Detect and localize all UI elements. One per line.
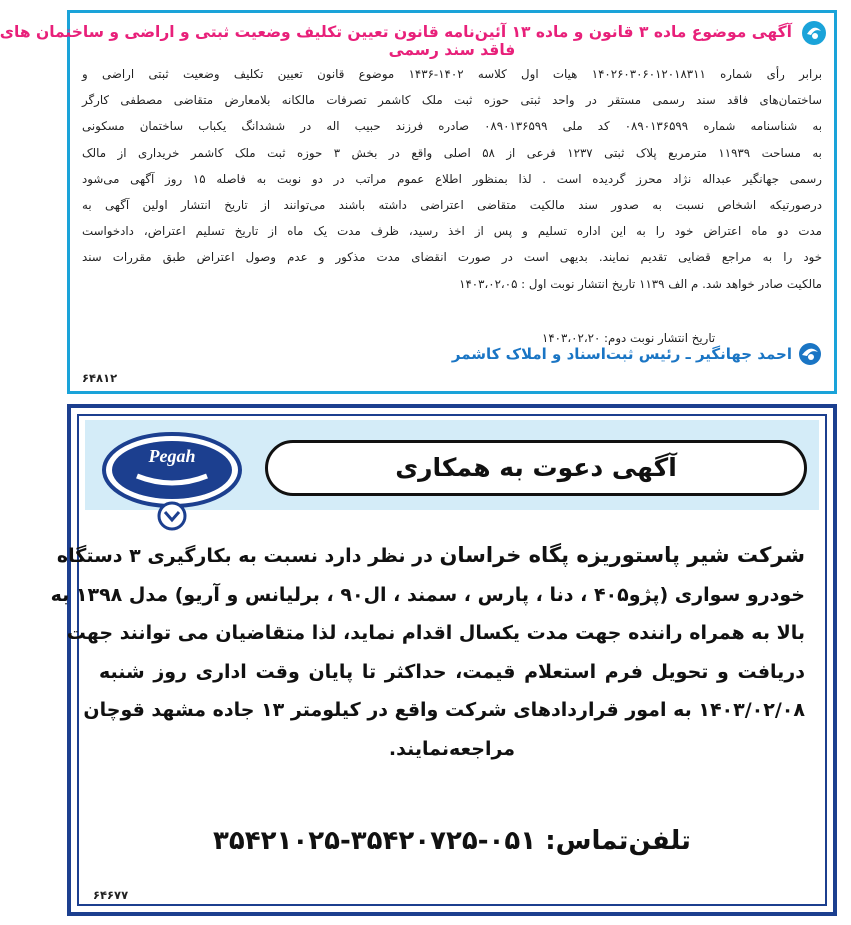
notice-body-line: دریافت و تحویل فرم استعلام قیمت، حداکثر تا پایان وقت اداری روز شنبه <box>99 660 805 683</box>
notice-code: ۶۴۶۷۷ <box>93 888 129 902</box>
notice-body-text: در نظر دارد نسبت به بکارگیری ۳ دستگاه <box>56 545 433 567</box>
pegah-logo-icon <box>97 428 247 532</box>
registry-emblem-icon <box>796 341 824 367</box>
registry-logo-icon <box>800 19 828 47</box>
notice-body-line: بالا به همراه راننده جهت مدت یکسال اقدام نماید، لذا متقاضیان می توانند جهت <box>66 622 805 644</box>
notice-body-line: خودرو سواری (پژو۴۰۵ ، دنا ، پارس ، سمند ، ال۹۰ ، برلیانس و آریو) مدل ۱۳۹۸ به <box>50 583 805 606</box>
logo-text: Pegah <box>148 446 196 466</box>
notice-body-line: به مساحت ۱۱۹۳۹ مترمربع پلاک ثبتی ۱۲۳۷ فرعی از ۵۸ اصلی واقع در بخش ۳ حوزه ثبت ملک کاشمر خریداری از مالک <box>82 145 822 160</box>
notice-body-line: مدت دو ماه اعتراض خود را به این اداره تسلیم و پس از اخذ رسید، ظرف مدت یک ماه از تاریخ تسلیم اعتراض، دادخواست <box>82 224 822 239</box>
notice-body <box>82 61 822 297</box>
notice-body-line: درصورتیکه اشخاص نسبت به صدور سند مالکیت متقاضی اعتراضی داشته باشند می‌توانند از تاریخ انتشار اولین آگهی به <box>82 198 822 213</box>
notice-body-line: برابر رأی شماره ۱۴۰۲۶۰۳۰۶۰۱۲۰۱۸۳۱۱ هیات اول کلاسه ۱۴۰۲-۱۴۳۶ موضوع قانون تعیین تکلیف وضعیت ثبتی اراضی و <box>82 67 823 81</box>
signature: احمد جهانگیر ـ رئیس ثبت‌اسناد و املاک کاشمر <box>451 345 792 363</box>
notice-body-line: خود را به مراجع قضایی تقدیم نمایند. بدیهی است در صورت انقضای مدت مذکور و عدم وصول اعتراض طبق مقررات سند <box>82 250 822 265</box>
banner-title: آگهی دعوت به همکاری <box>265 440 807 496</box>
notice-body-line: مالکیت صادر خواهد شد. م الف ۱۱۳۹ تاریخ انتشار نوبت اول : ۱۴۰۳،۰۲،۰۵ <box>459 276 822 291</box>
notice-body <box>50 536 805 768</box>
contact-phone: تلفن‌تماس: ۰۵۱-۳۵۴۲۰۷۲۵-۳۵۴۲۱۰۲۵ <box>213 826 691 856</box>
notice-body-line: مراجعه‌نمایند. <box>388 737 516 760</box>
recruitment-notice <box>50 404 837 916</box>
company-name: شرکت شیر پاستوریزه پگاه خراسان <box>439 543 805 567</box>
notice-title-continued: فاقد سند رسمی <box>388 41 516 59</box>
notice-title: آگهی موضوع ماده ۳ قانون و ماده ۱۳ آئین‌نامه قانون تعیین تکلیف وضعیت ثبتی و اراضی و ساختمان های <box>0 23 792 41</box>
notice-footer <box>82 331 822 385</box>
notice-body-line: رسمی جهانگیر عبداله نژاد محرز گردیده است . لذا بمنظور اطلاع عموم مراتب در دو نوبت به فاصله ۱۵ روز آگهی می‌شود <box>82 171 822 186</box>
notice-code: ۶۴۸۱۲ <box>82 371 118 385</box>
notice-body-line: ۱۴۰۳/۰۲/۰۸ به امور قراردادهای شرکت واقع در کیلومتر ۱۳ جاده مشهد قوچان <box>83 699 805 721</box>
notice-body-line <box>56 536 805 576</box>
notice-inner-frame <box>50 414 827 906</box>
second-publish-date: تاریخ انتشار نوبت دوم: ۱۴۰۳،۰۲،۲۰ <box>542 331 716 345</box>
registry-notice <box>0 10 837 394</box>
notice-body-line: ساختمان‌های فاقد سند رسمی مستقر در واحد ثبتی حوزه ثبت ملک کاشمر تصرفات مالکانه بلامعارض متقاضی مصطفی کارگر <box>82 93 822 108</box>
notice-body-line: به شناسنامه شماره ۰۸۹۰۱۳۶۵۹۹ کد ملی ۰۸۹۰۱۳۶۵۹۹ صادره فرزند حبیب اله در ششدانگ یکباب ساختمان مسکونی <box>82 119 822 134</box>
